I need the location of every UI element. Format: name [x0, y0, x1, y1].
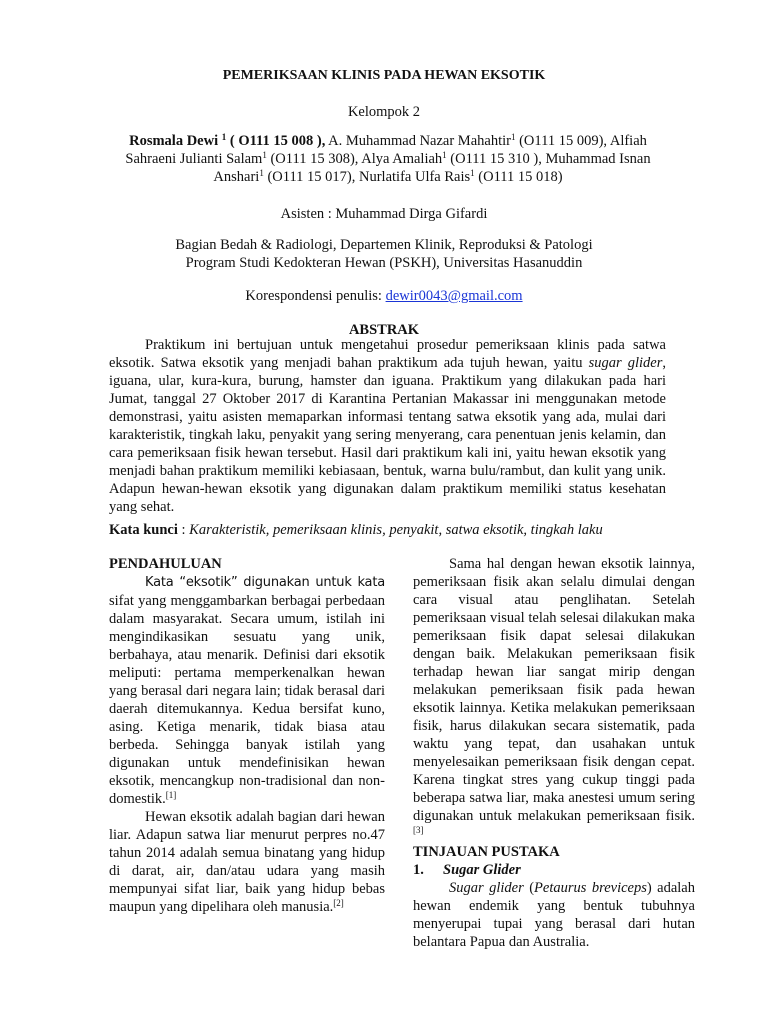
- citation-ref[interactable]: [1]: [165, 790, 177, 800]
- abstract-text: Praktikum ini bertujuan untuk mengetahui prosedur pemeriksaan klinis pada satwa eksotik. Satwa eksotik yang menjadi bahan praktikum ada tujuh hewan, yaitu: [109, 337, 666, 371]
- author-affil-sup: 1: [259, 168, 264, 178]
- right-column: [413, 555, 695, 951]
- section-heading-pendahuluan: PENDAHULUAN: [109, 556, 222, 572]
- lead-author-name: Rosmala Dewi: [129, 133, 219, 149]
- review-text: ) adalah hewan endemik yang bentuk tubuhnya menyerupai tupai yang berasal dari hutan belantara Papua dan Australia.: [413, 880, 695, 950]
- author-affil-sup: 1: [470, 168, 475, 178]
- citation-ref[interactable]: [3]: [413, 825, 424, 835]
- keywords-line: [109, 521, 669, 539]
- affiliation-line-2: Program Studi Kedokteran Hewan (PSKH), Universitas Hasanuddin: [185, 255, 583, 271]
- abstract-italic-term: sugar glider: [588, 355, 663, 371]
- intro-text-handwritten: Kata “eksotik” digunakan untuk kata: [145, 575, 385, 590]
- abstract-body: [109, 336, 666, 516]
- keywords-label: Kata kunci: [109, 522, 178, 538]
- left-column: [109, 555, 385, 916]
- author-list: [108, 132, 668, 186]
- author-text: A. Muhammad Nazar Mahahtir: [325, 133, 511, 149]
- author-text: (O111 15 018): [474, 169, 563, 185]
- affiliation-line-1: Bagian Bedah & Radiologi, Departemen Klinik, Reproduksi & Patologi: [175, 237, 593, 253]
- section-heading-tinjauan: TINJAUAN PUSTAKA: [413, 844, 560, 860]
- correspondence-label: Korespondensi penulis:: [245, 288, 386, 304]
- author-affil-sup: 1: [442, 150, 447, 160]
- keywords-separator: :: [177, 522, 190, 538]
- paper-title: PEMERIKSAAN KLINIS PADA HEWAN EKSOTIK: [222, 68, 546, 83]
- intro-text: Hewan eksotik adalah bagian dari hewan liar. Adapun satwa liar menurut perpres no.47 tahun 2014 adalah semua binatang yang hidup di darat, air, dan/atau udara yang masih mempunyai sifat liar, baik yang hidup bebas maupun yang dipelihara oleh manusia.: [109, 809, 385, 915]
- author-affil-sup: 1: [221, 132, 227, 142]
- correspondence-email-link[interactable]: dewir0043@gmail.com: [385, 288, 523, 304]
- lead-author-id: ( O111 15 008 ),: [226, 133, 326, 149]
- affiliation: [0, 236, 768, 272]
- correspondence: [0, 287, 768, 305]
- intro-text: Sama hal dengan hewan eksotik lainnya, pemeriksaan fisik akan selalu dimulai dengan cara visual atau penglihatan. Setelah pemeriksaan visual telah selesai dilakukan maka pemeriksaan fisik dapat selesai dilakukan dengan baik. Melakukan pemeriksaan fisik terhadap hewan liar sangat mirip dengan melakukan pemeriksaan fisik pada hewan eksotik lainnya. Ketika melakukan pemeriksaan fisik, harus dilakukan secara sistematik, pada waktu yang tepat, dan usahakan untuk menyelesaikan pemeriksaan fisik dengan cepat. Karena tingkat stres yang cukup tinggi pada beberapa satwa liar, maka anestesi umum sering digunakan untuk melakukan pemeriksaan fisik.: [413, 556, 695, 824]
- intro-text: sifat yang menggambarkan berbagai perbedaan dalam masyarakat. Secara umum, istilah ini mengindikasikan sesuatu yang unik, berbahaya, atau menarik. Definisi dari eksotik meliputi: pertama memperkenalkan hewan yang berasal dari negara lain; tidak berasal dari daerah ditemukannya. Kedua bersifat kuno, asing. Ketiga menarik, tidak biasa atau berbeda. Sehingga banyak istilah yang digunakan untuk mendefinisikan hewan eksotik, mencangkup non-tradisional dan non-domestik.: [109, 593, 385, 807]
- subsection-heading: [413, 861, 695, 879]
- subsection-title: Sugar Glider: [443, 862, 521, 878]
- assistant-line: Asisten : Muhammad Dirga Gifardi: [280, 206, 488, 222]
- author-text: (O111 15 009), Alfiah Sahraeni Julianti Salam: [125, 133, 647, 167]
- abstract-heading: ABSTRAK: [348, 322, 420, 338]
- author-text: (O111 15 310 ), Muhammad Isnan Anshari: [213, 151, 651, 185]
- review-scientific-name: Petaurus breviceps: [534, 880, 647, 896]
- author-text: (O111 15 308), Alya Amaliah: [266, 151, 443, 167]
- citation-ref[interactable]: [2]: [333, 898, 344, 908]
- group-label: Kelompok 2: [347, 104, 421, 120]
- author-affil-sup: 1: [510, 132, 516, 142]
- abstract-text: , iguana, ular, kura-kura, burung, hamster dan iguana. Praktikum yang dilakukan pada hari Jumat, tanggal 27 Oktober 2017 di Karantina Pertanian Makassar ini menggunakan metode demonstrasi, yaitu asisten memaparkan informasi tentang satwa eksotik yang ada, mulai dari karakteristik, tingkah laku, penyakit yang sering menyerang, cara penentuan jenis kelamin, dan cara pemeriksaan fisik hewan tersebut. Hasil dari praktikum kali ini, yaitu hewan eksotik yang menjadi bahan praktikum memiliki kebiasaan, bentuk, warna bulu/rambut, dan kulit yang unik. Adapun hewan-hewan eksotik yang digunakan dalam praktikum memiliki status kesehatan yang sehat.: [109, 355, 667, 515]
- review-italic-term: Sugar glider: [449, 880, 524, 896]
- subsection-number: 1.: [413, 862, 424, 878]
- author-affil-sup: 1: [262, 150, 267, 160]
- review-text: (: [523, 880, 535, 896]
- author-text: (O111 15 017), Nurlatifa Ulfa Rais: [263, 169, 471, 185]
- keywords-text: Karakteristik, pemeriksaan klinis, penyakit, satwa eksotik, tingkah laku: [189, 522, 603, 538]
